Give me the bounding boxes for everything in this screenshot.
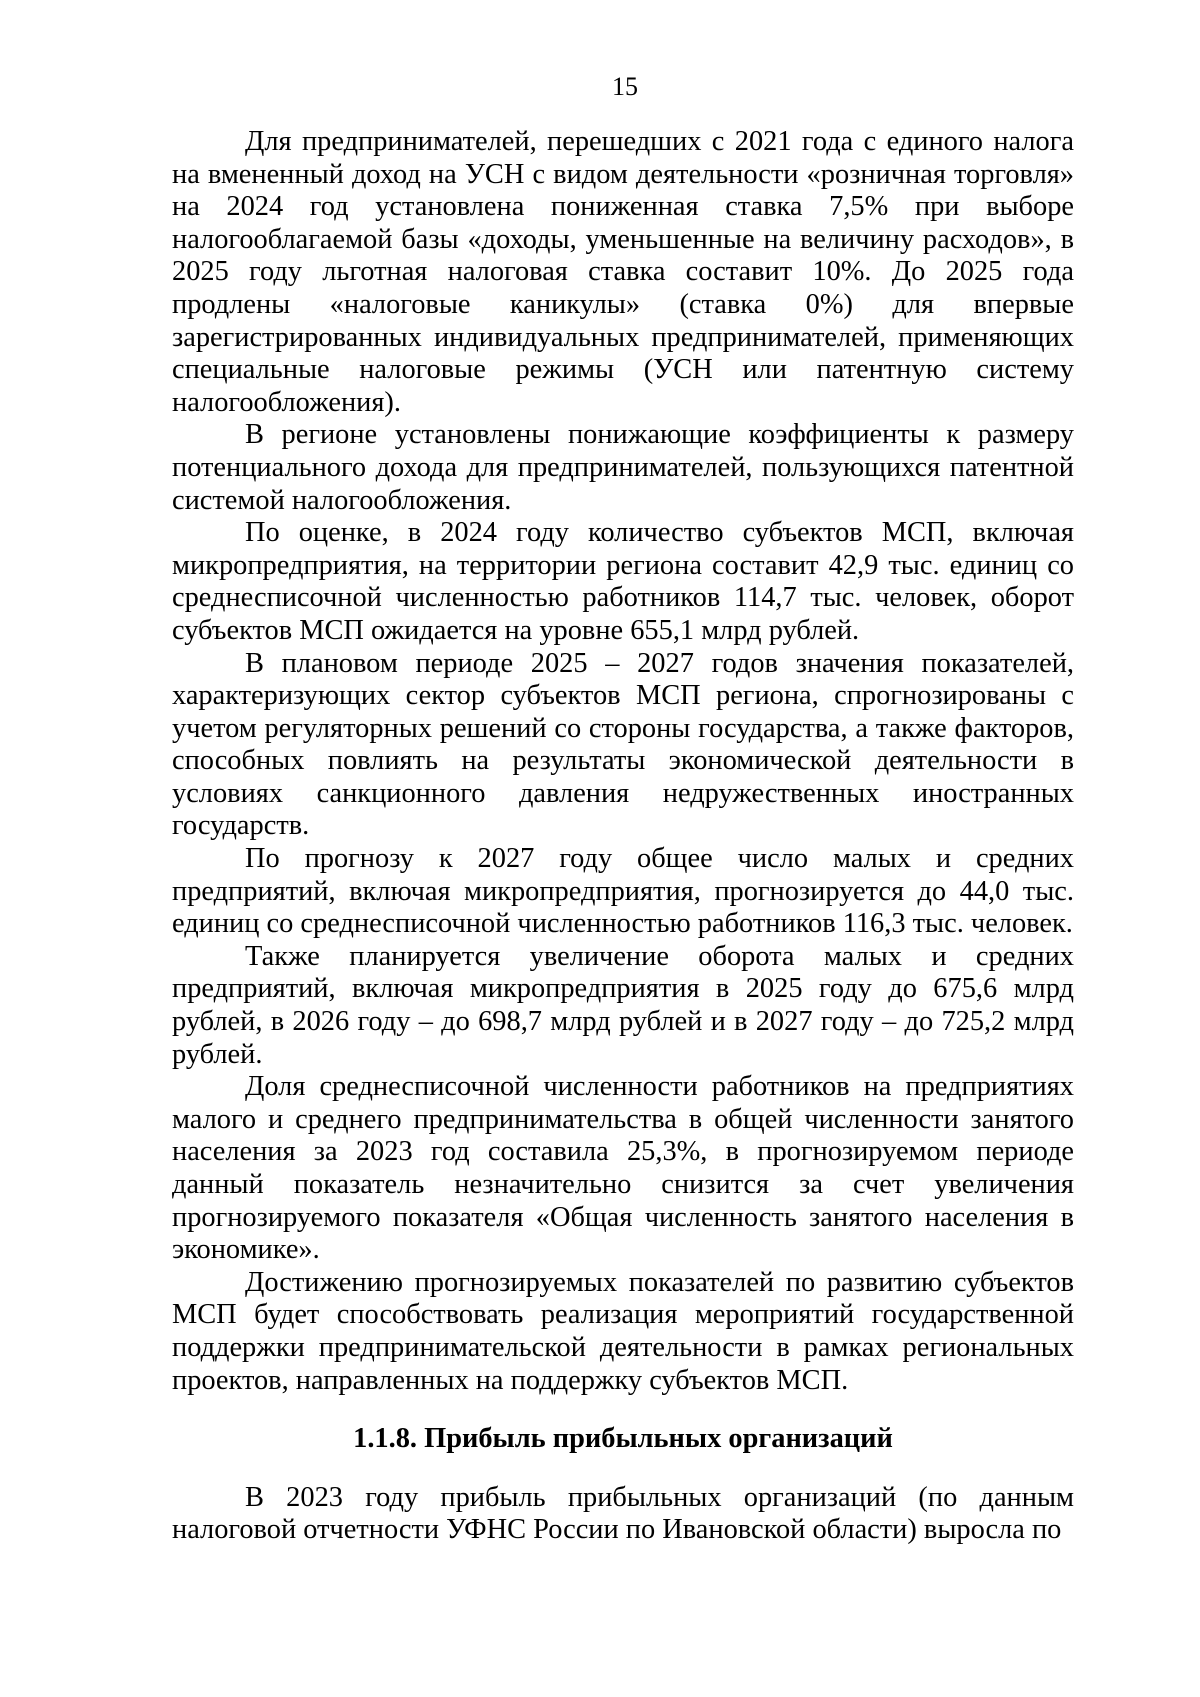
paragraph-usn-tax-rates: Для предпринимателей, перешедших с 2021 года с единого налога на вмененный доход на УСН с видом деятельности «розничная торговля» на 2024 год установлена пониженная ставка 7,5% при выборе налогооблагаемой базы «доходы, уменьшенные на величину расходов», в 2025 году льготная налоговая ставка составит 10%. До 2025 года продлены «налоговые каникулы» (ставка 0%) для впервые зарегистрированных индивидуальных предпринимателей, применяющих специальные налоговые режимы (УСН или патентную систему налогообложения).: [172, 126, 1074, 418]
paragraph-planning-period: В плановом периоде 2025 – 2027 годов значения показателей, характеризующих сектор субъектов МСП региона, спрогнозированы с учетом регуляторных решений со стороны государства, а также факторов, способных повлиять на результаты экономической деятельности в условиях санкционного давления недружественных иностранных государств.: [172, 647, 1074, 842]
paragraph-turnover-growth: Также планируется увеличение оборота малых и средних предприятий, включая микропредприятия в 2025 году до 675,6 млрд рублей, в 2026 году – до 698,7 млрд рублей и в 2027 году – до 725,2 млрд рублей.: [172, 940, 1074, 1070]
paragraph-profit-2023: В 2023 году прибыль прибыльных организаций (по данным налоговой отчетности УФНС России по Ивановской области) выросла по: [172, 1481, 1074, 1546]
section-heading: 1.1.8. Прибыль прибыльных организаций: [353, 1423, 893, 1455]
page-number: 15: [612, 72, 638, 101]
paragraph-patent-coefficients: В регионе установлены понижающие коэффициенты к размеру потенциального дохода для предпринимателей, пользующихся патентной системой налогообложения.: [172, 419, 1074, 516]
paragraph-state-support: Достижению прогнозируемых показателей по развитию субъектов МСП будет способствовать реализация мероприятий государственной поддержки предпринимательской деятельности в рамках региональных проектов, направленных на поддержку субъектов МСП.: [172, 1266, 1074, 1396]
paragraph-2027-forecast: По прогнозу к 2027 году общее число малых и средних предприятий, включая микропредприятия, прогнозируется до 44,0 тыс. единиц со среднесписочной численностью работников 116,3 тыс. человек.: [172, 843, 1074, 940]
page-content: [172, 126, 1074, 1547]
paragraph-msp-2024-estimate: По оценке, в 2024 году количество субъектов МСП, включая микропредприятия, на территории региона составит 42,9 тыс. единиц со среднесписочной численностью работников 114,7 тыс. человек, оборот субъектов МСП ожидается на уровне 655,1 млрд рублей.: [172, 517, 1074, 646]
paragraph-employment-share: Доля среднесписочной численности работников на предприятиях малого и среднего предпринимательства в общей численности занятого населения за 2023 год составила 25,3%, в прогнозируемом периоде данный показатель незначительно снизится за счет увеличения прогнозируемого показателя «Общая численность занятого населения в экономике».: [172, 1071, 1074, 1266]
